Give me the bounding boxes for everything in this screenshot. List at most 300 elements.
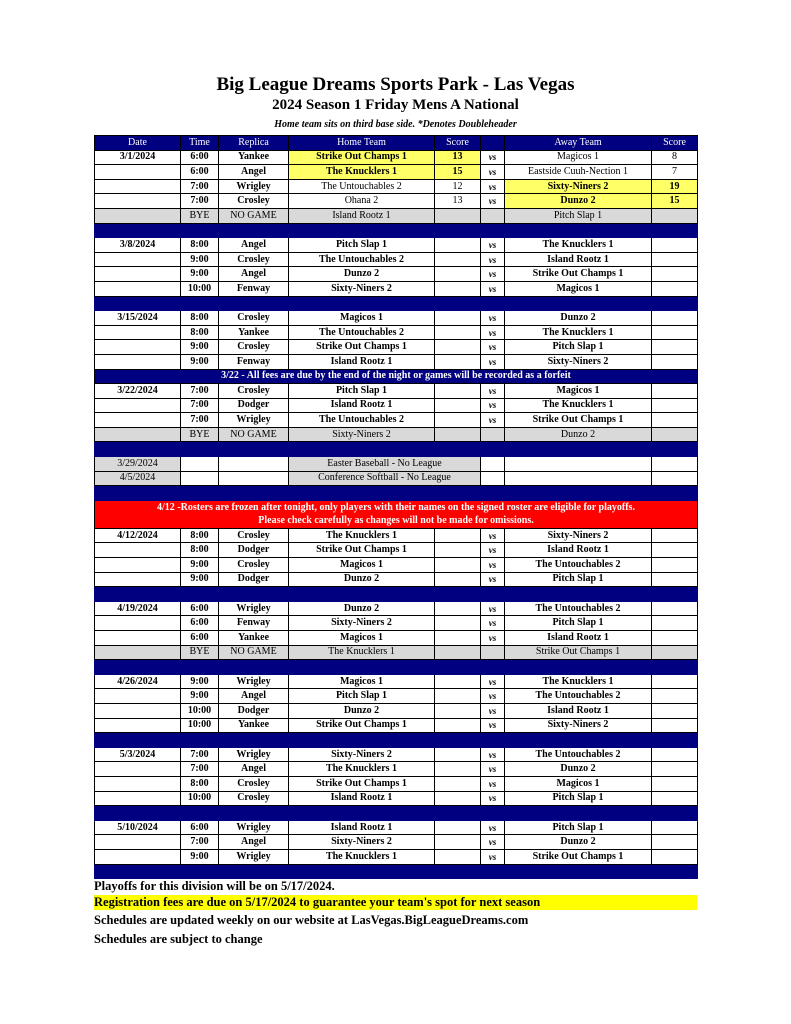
away-score-cell (652, 820, 698, 835)
table-header-row (95, 136, 698, 151)
date-cell: 3/15/2024 (95, 311, 181, 326)
home-score-cell (435, 281, 481, 296)
away-team-cell: Sixty-Niners 2 (505, 354, 652, 369)
home-team-cell: Strike Out Champs 1 (289, 150, 435, 165)
week-separator (95, 733, 698, 748)
home-team-cell: Pitch Slap 1 (289, 384, 435, 399)
date-cell: 3/1/2024 (95, 150, 181, 165)
home-team-cell: Strike Out Champs 1 (289, 776, 435, 791)
vs-cell: vs (481, 311, 505, 326)
away-score-cell (652, 558, 698, 573)
replica-cell: NO GAME (219, 427, 289, 442)
roster-alert-line: 4/12 -Rosters are frozen after tonight, only players with their names on the signed roster are eligible for playoffs. (157, 502, 635, 514)
home-score-cell (435, 267, 481, 282)
home-team-cell: The Untouchables 2 (289, 179, 435, 194)
replica-cell: Crosley (219, 791, 289, 806)
away-team-cell: Pitch Slap 1 (505, 208, 652, 223)
time-cell: 6:00 (181, 820, 219, 835)
away-team-cell: The Knucklers 1 (505, 238, 652, 253)
vs-cell: vs (481, 150, 505, 165)
game-row (95, 311, 698, 326)
replica-cell: Wrigley (219, 601, 289, 616)
col-header-vs (481, 136, 505, 151)
separator-cell (435, 442, 481, 457)
away-score-cell (652, 398, 698, 413)
game-row (95, 165, 698, 180)
game-row (95, 252, 698, 267)
away-score-cell (652, 631, 698, 646)
time-cell: 10:00 (181, 718, 219, 733)
no-league-row (95, 457, 698, 472)
home-team-cell: Island Rootz 1 (289, 398, 435, 413)
away-score-cell (652, 645, 698, 660)
week-separator (95, 486, 698, 501)
home-team-cell: Strike Out Champs 1 (289, 340, 435, 355)
game-row (95, 325, 698, 340)
date-cell (95, 281, 181, 296)
vs-cell: vs (481, 689, 505, 704)
date-cell (95, 703, 181, 718)
date-cell (95, 340, 181, 355)
no-league-text: Conference Softball - No League (289, 471, 481, 486)
date-cell (95, 165, 181, 180)
separator-cell (219, 660, 289, 675)
away-score-cell: 7 (652, 165, 698, 180)
away-team-cell: Dunzo 2 (505, 835, 652, 850)
time-cell (181, 471, 219, 486)
separator-cell (289, 486, 435, 501)
away-score-cell (652, 616, 698, 631)
home-score-cell (435, 703, 481, 718)
replica-cell: Wrigley (219, 674, 289, 689)
vs-cell: vs (481, 384, 505, 399)
game-row (95, 791, 698, 806)
home-team-cell: Sixty-Niners 2 (289, 616, 435, 631)
date-cell (95, 252, 181, 267)
col-header-home-team: Home Team (289, 136, 435, 151)
vs-cell: vs (481, 194, 505, 209)
replica-cell: Dodger (219, 703, 289, 718)
page-title: Big League Dreams Sports Park - Las Vegas (216, 74, 575, 95)
date-cell: 3/29/2024 (95, 457, 181, 472)
date-cell: 4/12/2024 (95, 528, 181, 543)
time-cell: BYE (181, 208, 219, 223)
vs-cell: vs (481, 849, 505, 864)
bye-row (95, 208, 698, 223)
separator-cell (219, 442, 289, 457)
away-score-cell (652, 674, 698, 689)
away-team-cell: Sixty-Niners 2 (505, 718, 652, 733)
home-team-cell: The Untouchables 2 (289, 325, 435, 340)
game-row (95, 384, 698, 399)
away-score-cell (652, 762, 698, 777)
away-team-cell: Dunzo 2 (505, 311, 652, 326)
separator-cell (95, 733, 181, 748)
separator-cell (181, 296, 219, 311)
separator-cell (219, 864, 289, 879)
date-cell: 3/8/2024 (95, 238, 181, 253)
home-team-cell: Strike Out Champs 1 (289, 543, 435, 558)
replica-cell: NO GAME (219, 208, 289, 223)
vs-cell: vs (481, 267, 505, 282)
time-cell: 8:00 (181, 311, 219, 326)
game-row (95, 150, 698, 165)
home-score-cell (435, 689, 481, 704)
separator-cell (289, 806, 435, 821)
game-row (95, 413, 698, 428)
replica-cell: Wrigley (219, 747, 289, 762)
separator-cell (652, 733, 698, 748)
game-row (95, 762, 698, 777)
roster-alert (95, 500, 698, 528)
replica-cell: Crosley (219, 252, 289, 267)
away-team-cell: Strike Out Champs 1 (505, 849, 652, 864)
date-cell (95, 631, 181, 646)
separator-cell (505, 864, 652, 879)
vs-cell (481, 208, 505, 223)
vs-cell: vs (481, 354, 505, 369)
replica-cell: Wrigley (219, 820, 289, 835)
home-score-cell: 15 (435, 165, 481, 180)
away-team-cell: Sixty-Niners 2 (505, 528, 652, 543)
away-team-cell: Eastside Cuuh-Nection 1 (505, 165, 652, 180)
home-score-cell: 12 (435, 179, 481, 194)
date-cell: 3/22/2024 (95, 384, 181, 399)
separator-cell (505, 806, 652, 821)
time-cell: 6:00 (181, 631, 219, 646)
home-score-cell (435, 645, 481, 660)
away-score-cell (652, 689, 698, 704)
separator-cell (289, 223, 435, 238)
separator-cell (652, 587, 698, 602)
vs-cell: vs (481, 398, 505, 413)
separator-cell (219, 486, 289, 501)
separator-cell (181, 486, 219, 501)
col-header-home-score: Score (435, 136, 481, 151)
time-cell: 9:00 (181, 689, 219, 704)
home-score-cell (435, 398, 481, 413)
game-row (95, 631, 698, 646)
time-cell: BYE (181, 427, 219, 442)
game-row (95, 194, 698, 209)
roster-alert-line: Please check carefully as changes will not be made for omissions. (258, 515, 534, 527)
game-row (95, 835, 698, 850)
date-cell (95, 791, 181, 806)
replica-cell: Crosley (219, 776, 289, 791)
date-cell (95, 718, 181, 733)
replica-cell: Angel (219, 762, 289, 777)
home-team-cell: Pitch Slap 1 (289, 689, 435, 704)
away-team-cell: Dunzo 2 (505, 762, 652, 777)
change-note: Schedules are subject to change (94, 932, 263, 946)
home-score-cell (435, 311, 481, 326)
time-cell: 7:00 (181, 413, 219, 428)
time-cell: 9:00 (181, 267, 219, 282)
home-score-cell (435, 543, 481, 558)
vs-cell: vs (481, 543, 505, 558)
home-score-cell (435, 820, 481, 835)
vs-cell: vs (481, 747, 505, 762)
time-cell: 7:00 (181, 747, 219, 762)
date-cell (95, 616, 181, 631)
away-team-cell: Dunzo 2 (505, 194, 652, 209)
separator-cell (95, 660, 181, 675)
separator-cell (481, 733, 505, 748)
separator-cell (652, 442, 698, 457)
game-row (95, 718, 698, 733)
game-row (95, 820, 698, 835)
date-cell (95, 572, 181, 587)
vs-cell (481, 457, 505, 472)
home-score-cell (435, 747, 481, 762)
separator-cell (652, 296, 698, 311)
separator-cell (435, 806, 481, 821)
date-cell: 4/19/2024 (95, 601, 181, 616)
home-score-cell (435, 354, 481, 369)
vs-cell: vs (481, 776, 505, 791)
separator-cell (505, 660, 652, 675)
time-cell: 6:00 (181, 150, 219, 165)
time-cell: 6:00 (181, 165, 219, 180)
separator-cell (435, 864, 481, 879)
replica-cell: Angel (219, 267, 289, 282)
away-team-cell: The Untouchables 2 (505, 558, 652, 573)
away-team-cell: The Knucklers 1 (505, 325, 652, 340)
vs-cell: vs (481, 835, 505, 850)
home-score-cell (435, 558, 481, 573)
date-cell (95, 762, 181, 777)
home-score-cell (435, 325, 481, 340)
separator-cell (181, 806, 219, 821)
home-team-cell: Dunzo 2 (289, 703, 435, 718)
vs-cell (481, 645, 505, 660)
away-team-cell: Sixty-Niners 2 (505, 179, 652, 194)
vs-cell: vs (481, 413, 505, 428)
no-league-row (95, 471, 698, 486)
away-score-cell (652, 471, 698, 486)
time-cell: 9:00 (181, 340, 219, 355)
home-score-cell (435, 208, 481, 223)
home-score-cell (435, 849, 481, 864)
col-header-away-score: Score (652, 136, 698, 151)
time-cell: 6:00 (181, 601, 219, 616)
time-cell: 6:00 (181, 616, 219, 631)
away-score-cell: 15 (652, 194, 698, 209)
website-note: Schedules are updated weekly on our website at LasVegas.BigLeagueDreams.com (94, 913, 529, 927)
date-cell (95, 645, 181, 660)
away-team-cell: Pitch Slap 1 (505, 616, 652, 631)
home-team-cell: Ohana 2 (289, 194, 435, 209)
home-score-cell (435, 238, 481, 253)
away-team-cell: Strike Out Champs 1 (505, 645, 652, 660)
game-row (95, 354, 698, 369)
replica-cell: Fenway (219, 354, 289, 369)
away-score-cell (652, 252, 698, 267)
separator-cell (95, 806, 181, 821)
home-team-cell: Strike Out Champs 1 (289, 718, 435, 733)
playoffs-note: Playoffs for this division will be on 5/17/2024. (94, 879, 335, 893)
replica-cell: NO GAME (219, 645, 289, 660)
away-score-cell (652, 747, 698, 762)
home-score-cell (435, 718, 481, 733)
away-score-cell (652, 281, 698, 296)
away-score-cell (652, 791, 698, 806)
separator-cell (219, 296, 289, 311)
date-cell (95, 543, 181, 558)
time-cell: 7:00 (181, 835, 219, 850)
home-score-cell (435, 252, 481, 267)
vs-cell: vs (481, 601, 505, 616)
separator-cell (652, 864, 698, 879)
away-team-cell: Magicos 1 (505, 281, 652, 296)
away-score-cell (652, 528, 698, 543)
notice-row (95, 369, 698, 384)
away-team-cell: The Knucklers 1 (505, 674, 652, 689)
game-row (95, 601, 698, 616)
away-score-cell: 19 (652, 179, 698, 194)
time-cell: 8:00 (181, 776, 219, 791)
home-team-cell: Dunzo 2 (289, 267, 435, 282)
time-cell: 10:00 (181, 791, 219, 806)
home-team-cell: Magicos 1 (289, 674, 435, 689)
home-team-cell: The Knucklers 1 (289, 645, 435, 660)
home-team-cell: Island Rootz 1 (289, 354, 435, 369)
game-row (95, 849, 698, 864)
away-team-cell: Island Rootz 1 (505, 252, 652, 267)
home-team-cell: The Knucklers 1 (289, 849, 435, 864)
replica-cell: Dodger (219, 543, 289, 558)
away-team-cell: Pitch Slap 1 (505, 572, 652, 587)
separator-cell (505, 223, 652, 238)
col-header-away-team: Away Team (505, 136, 652, 151)
separator-cell (481, 806, 505, 821)
home-score-cell (435, 674, 481, 689)
home-team-cell: Sixty-Niners 2 (289, 747, 435, 762)
home-score-cell (435, 528, 481, 543)
date-cell: 5/3/2024 (95, 747, 181, 762)
separator-cell (481, 442, 505, 457)
date-cell (95, 558, 181, 573)
vs-cell: vs (481, 238, 505, 253)
home-score-cell (435, 791, 481, 806)
schedule-note: Home team sits on third base side. *Denotes Doubleheader (274, 119, 517, 130)
separator-cell (652, 660, 698, 675)
home-team-cell: Island Rootz 1 (289, 791, 435, 806)
vs-cell: vs (481, 340, 505, 355)
away-score-cell (652, 543, 698, 558)
separator-cell (481, 660, 505, 675)
date-cell (95, 267, 181, 282)
week-separator (95, 296, 698, 311)
date-cell (95, 849, 181, 864)
separator-cell (289, 660, 435, 675)
date-cell (95, 413, 181, 428)
date-cell: 4/5/2024 (95, 471, 181, 486)
week-separator (95, 442, 698, 457)
separator-cell (435, 223, 481, 238)
replica-cell: Crosley (219, 558, 289, 573)
home-score-cell (435, 413, 481, 428)
game-row (95, 776, 698, 791)
vs-cell: vs (481, 762, 505, 777)
away-score-cell (652, 572, 698, 587)
vs-cell: vs (481, 572, 505, 587)
away-score-cell (652, 849, 698, 864)
away-score-cell (652, 340, 698, 355)
separator-cell (481, 223, 505, 238)
date-cell (95, 179, 181, 194)
home-team-cell: The Knucklers 1 (289, 762, 435, 777)
away-team-cell: Magicos 1 (505, 150, 652, 165)
replica-cell: Angel (219, 835, 289, 850)
separator-cell (505, 442, 652, 457)
separator-cell (289, 442, 435, 457)
vs-cell: vs (481, 179, 505, 194)
vs-cell: vs (481, 703, 505, 718)
game-row (95, 267, 698, 282)
replica-cell: Crosley (219, 340, 289, 355)
schedule-table (94, 135, 698, 879)
home-team-cell: Magicos 1 (289, 631, 435, 646)
game-row (95, 398, 698, 413)
separator-cell (289, 296, 435, 311)
away-team-cell: Strike Out Champs 1 (505, 413, 652, 428)
time-cell: 9:00 (181, 572, 219, 587)
replica-cell: Fenway (219, 281, 289, 296)
away-score-cell (652, 311, 698, 326)
time-cell: 9:00 (181, 849, 219, 864)
replica-cell: Yankee (219, 150, 289, 165)
separator-cell (289, 733, 435, 748)
away-team-cell: Pitch Slap 1 (505, 340, 652, 355)
separator-cell (95, 296, 181, 311)
separator-cell (435, 587, 481, 602)
time-cell: 7:00 (181, 179, 219, 194)
away-team-cell: The Knucklers 1 (505, 398, 652, 413)
away-team-cell: Island Rootz 1 (505, 543, 652, 558)
home-score-cell (435, 384, 481, 399)
away-team-cell: The Untouchables 2 (505, 747, 652, 762)
replica-cell: Yankee (219, 325, 289, 340)
replica-cell: Angel (219, 689, 289, 704)
separator-cell (181, 733, 219, 748)
replica-cell: Crosley (219, 384, 289, 399)
away-score-cell (652, 208, 698, 223)
away-score-cell (652, 703, 698, 718)
away-score-cell (652, 413, 698, 428)
separator-cell (219, 223, 289, 238)
date-cell (95, 689, 181, 704)
away-score-cell (652, 267, 698, 282)
week-separator (95, 223, 698, 238)
time-cell: 7:00 (181, 384, 219, 399)
home-team-cell: The Untouchables 2 (289, 252, 435, 267)
notice-text: 3/22 - All fees are due by the end of the night or games will be recorded as a forfeit (95, 369, 698, 384)
away-score-cell (652, 354, 698, 369)
home-team-cell: Dunzo 2 (289, 601, 435, 616)
home-score-cell (435, 762, 481, 777)
col-header-date: Date (95, 136, 181, 151)
no-league-text: Easter Baseball - No League (289, 457, 481, 472)
time-cell: 8:00 (181, 543, 219, 558)
replica-cell: Crosley (219, 311, 289, 326)
replica-cell: Wrigley (219, 413, 289, 428)
separator-cell (652, 223, 698, 238)
away-team-cell: Pitch Slap 1 (505, 820, 652, 835)
vs-cell: vs (481, 528, 505, 543)
away-team-cell: The Untouchables 2 (505, 689, 652, 704)
game-row (95, 281, 698, 296)
